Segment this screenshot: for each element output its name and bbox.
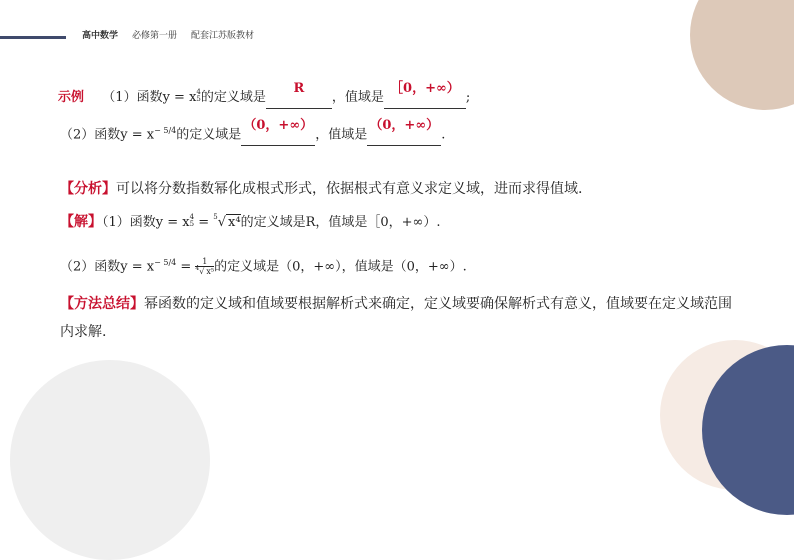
q1-range-answer: ［0，+∞）	[390, 81, 460, 96]
s1-func: y = x	[155, 215, 190, 230]
s1-radical: $^5$√ x⁴	[213, 213, 241, 230]
q2-mid2: ，值域是	[315, 127, 368, 143]
q1-range-blank	[384, 81, 466, 109]
q2-prefix: （2）函数	[60, 127, 121, 143]
s2-func: y = x	[120, 259, 155, 275]
s1-exponent: 4 5	[189, 213, 195, 228]
summary-paragraph	[60, 290, 740, 346]
analysis-paragraph	[60, 175, 740, 203]
solution-line-1	[60, 212, 441, 234]
s1-prefix: （1）函数	[102, 215, 156, 230]
example-label: 示例	[58, 90, 85, 105]
example-line-1	[58, 81, 471, 109]
solution-line-2	[60, 253, 467, 277]
q2-end: .	[441, 127, 446, 143]
header-book: 必修第一册	[132, 31, 178, 41]
q1-prefix: （1）函数	[102, 90, 163, 105]
s2-exponent: − 5/4	[154, 258, 177, 267]
header-rule	[0, 36, 66, 39]
q1-mid: 的定义域是	[200, 90, 266, 105]
page-header	[82, 28, 254, 41]
decor-circle-bottom-left	[10, 360, 210, 560]
header-edition: 配套江苏版教材	[191, 31, 255, 41]
q2-domain-blank	[241, 118, 315, 146]
summary-label: 【方法总结】	[60, 296, 144, 312]
q1-func: y = x	[162, 90, 197, 105]
decor-circle-top-right	[690, 0, 794, 110]
q1-domain-blank	[266, 81, 332, 109]
q2-func: y = x	[120, 127, 155, 143]
solution-label: 【解】	[60, 214, 102, 230]
s2-prefix: （2）函数	[60, 259, 121, 275]
q1-end: ;	[465, 90, 471, 105]
q2-exponent: − 5/4	[154, 126, 177, 135]
s2-eq: =	[176, 259, 196, 275]
s1-eq: =	[194, 215, 214, 230]
q2-range-blank	[367, 118, 441, 146]
s2-fraction: $\frac{1}{^4√ x^5}$	[195, 256, 215, 276]
q2-range-answer: （0，+∞）	[369, 118, 440, 134]
analysis-text: 可以将分数指数幂化成根式形式，依据根式有意义求定义域，进而求得值域.	[116, 181, 583, 197]
q2-mid: 的定义域是	[176, 127, 242, 143]
q2-domain-answer: （0，+∞）	[243, 118, 314, 134]
q1-exponent: 4 5	[196, 88, 201, 103]
example-line-2	[60, 118, 446, 146]
s2-text: 的定义域是（0，+∞），值域是（0，+∞）.	[214, 259, 467, 275]
q1-mid2: ，值域是	[331, 90, 384, 105]
s1-text: 的定义域是R，值域是［0，+∞）.	[240, 215, 441, 230]
summary-text: 幂函数的定义域和值域要根据解析式来确定，定义域要确保解析式有意义，值域要在定义域范围内求解.	[60, 296, 732, 340]
q1-domain-answer: R	[293, 81, 305, 96]
analysis-label: 【分析】	[60, 181, 116, 197]
header-title: 高中数学	[82, 31, 119, 41]
